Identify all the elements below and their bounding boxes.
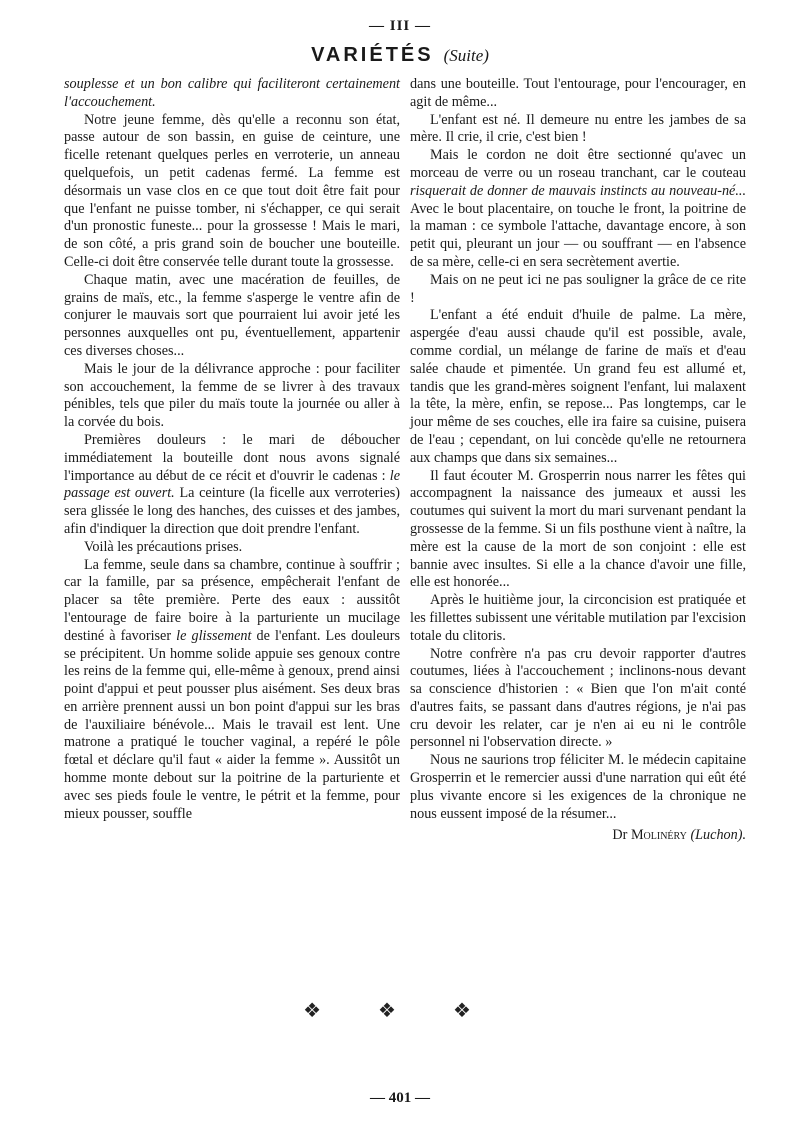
page-number: — 401 — bbox=[370, 1090, 430, 1106]
signature bbox=[410, 827, 746, 845]
paragraph: Il faut écouter M. Grosperrin nous narrer les fêtes qui accompagnent la naissance des jumeaux et aussi les coutumes qui suivent la mort du mari survenant pendant la grossesse de la femme. Si un fils posthune vient à naître, la mère est la cause de la mort de son conjoint : elle est bannie avec insultes. Si elle a la chance d'avoir une fille, elle est honorée... bbox=[410, 467, 746, 591]
text-span: Mais le cordon ne doit être sectionné qu'avec un morceau de verre ou un roseau tranchant, car le couteau bbox=[410, 147, 746, 181]
italic-text: souplesse et un bon calibre qui faciliteront certainement l'accouchement. bbox=[64, 76, 400, 110]
paragraph bbox=[410, 147, 746, 272]
paragraph: L'enfant est né. Il demeure nu entre les jambes de sa mère. Il crie, il crie, c'est bien ! bbox=[410, 111, 746, 146]
signature-prefix: Dr bbox=[612, 827, 628, 844]
paragraph: Nous ne saurions trop féliciter M. le médecin capitaine Grosperrin et le remercier aussi d'une narration qui eût été plus vivante encore si les exigences de la chronique ne nous eussent imposé de la résumer... bbox=[410, 752, 746, 822]
text-span: Premières douleurs : le mari de déboucher immédiatement la bouteille dont nous avons signalé l'importance au début de ce récit et d'ouvrir le cadenas : bbox=[64, 431, 400, 484]
text-span: La ceinture (la ficelle aux verroteries) sera glissée le long des hanches, des cuisses et des jambes, afin d'indiquer la direction que doit prendre l'enfant. bbox=[64, 485, 400, 537]
left-column bbox=[64, 76, 400, 823]
signature-place: (Luchon). bbox=[690, 827, 746, 844]
paragraph: Mais le jour de la délivrance approche : pour faciliter son accouchement, la femme de se livrer à des travaux pénibles, tels que piler du maïs toute la journée ou aller à la corvée du bois. bbox=[64, 360, 400, 431]
text-span: La femme, seule dans sa chambre, continue à souffrir ; car la famille, par sa présence, empêcherait l'enfant de placer sa tête première. Perte des eaux : aussitôt l'entourage de faire boire à la parturiente un mucilage destiné à favoriser bbox=[64, 556, 400, 644]
paragraph: Notre confrère n'a pas cru devoir rapporter d'autres coutumes, liées à l'accouchement ; inclinons-nous devant sa conscience d'historien : « Bien que l'on m'ait conté d'autres faits, se passant dans d'autres régions, je n'ai pas cru devoir les relater, car je n'en ai eu ni le contrôle personnel ni l'observation directe. » bbox=[410, 645, 746, 751]
paragraph bbox=[64, 557, 400, 824]
signature-name: Molinéry bbox=[630, 827, 687, 844]
title-main: VARIÉTÉS bbox=[311, 44, 434, 66]
paragraph: Chaque matin, avec une macération de feuilles, de grains de maïs, etc., la femme s'asperge le ventre afin de conjurer le mauvais sort que pourraient lui avoir jeté les personnes auxquelles ont pu, éventuellement, appartenir ces diverses choses... bbox=[64, 271, 400, 359]
italic-text: le passage est ouvert. bbox=[64, 467, 400, 502]
paragraph: L'enfant a été enduit d'huile de palme. La mère, aspergée d'eau aussi chaude qu'il est possible, avale, comme cordial, un mélange de farine de maïs et d'eau salée chaude et pimentée. Un grand feu est allumé et, tandis que les grand-mères soignent l'enfant, lui malaxent la tête, la mère, enfin, se repose... Pas longtemps, car le jour même de ses couches, elle ira faire sa cuisine, puisera de l'eau ; cependant, on lui concède qu'elle ne retournera aux champs que dans six semaines... bbox=[410, 307, 746, 466]
page-header-roman: — III — bbox=[368, 18, 431, 34]
paragraph bbox=[64, 76, 400, 112]
paragraph bbox=[64, 432, 400, 539]
right-column bbox=[410, 76, 746, 845]
paragraph: Mais on ne peut ici ne pas souligner la grâce de ce rite ! bbox=[410, 271, 746, 306]
ornament-divider: ❖ ❖ ❖ bbox=[303, 1000, 497, 1022]
text-span: de l'enfant. Les douleurs se précipitent. Un homme solide appuie ses genoux contre les reins de la femme qui, elle-même à genoux, prend ainsi point d'appui et peut pousser plus aisément. Ses deux bras en arrière prennent aussi un bon point d'appui sur les bras de l'auxiliaire bénévole... Mais le travail est lent. Une matrone a pratiqué le toucher vaginal, a repéré le pôle fœtal et déclare qu'il faut « aider la femme ». Aussitôt un homme monte debout sur la poitrine de la parturiente et avec ses pieds foule le ventre, le pétrit et la femme, pour mieux pousser, souffle bbox=[64, 627, 400, 822]
title-subtitle: (Suite) bbox=[443, 46, 489, 65]
italic-text: le glissement bbox=[176, 627, 252, 644]
text-span: Avec le bout placentaire, on touche le front, la poitrine de la maman : ce symbole l'attache, davantage encore, à son petit qui, pleurant un jour — ou souffrant — en l'absence de sa mère, celle-ci en sera secrètement avertie. bbox=[410, 200, 746, 270]
italic-text: risquerait de donner de mauvais instincts au nouveau-né... bbox=[410, 182, 746, 199]
section-title bbox=[0, 44, 800, 67]
paragraph: dans une bouteille. Tout l'entourage, pour l'encourager, en agit de même... bbox=[410, 76, 746, 110]
paragraph: Après le huitième jour, la circoncision est pratiquée et les fillettes subissent une véritable mutilation par l'excision totale du clitoris. bbox=[410, 592, 746, 644]
paragraph: Voilà les précautions prises. bbox=[84, 538, 243, 555]
paragraph: Notre jeune femme, dès qu'elle a reconnu son état, passe autour de son bassin, en guise de ceinture, une ficelle retenant quelques perles en verroterie, un anneau quelquefois, un petit cadenas fermé. La femme est désormais un vase clos en ce que tout doit être fait pour que l'enfant ne puisse tomber, ni s'échapper, ce qui serait d'un pronostic funeste... pour la grossesse ! Mais le mari, de son côté, a pris grand soin de boucher une bouteille. Celle-ci doit être conservée telle durant toute la grossesse. bbox=[64, 111, 400, 270]
